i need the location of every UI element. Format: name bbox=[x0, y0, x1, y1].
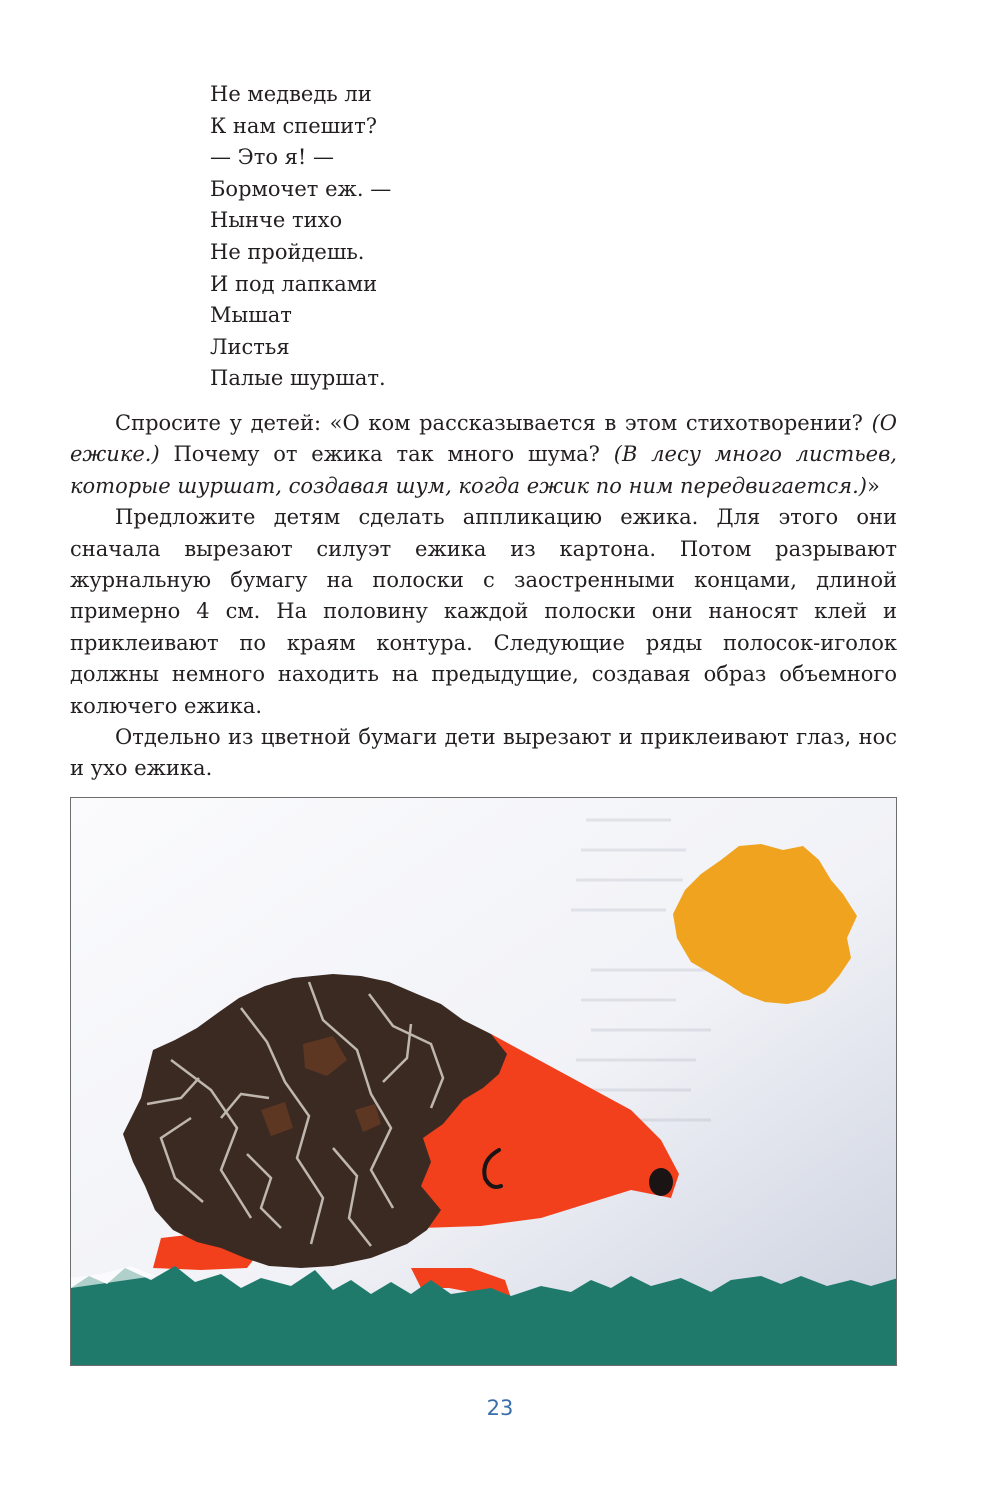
paragraph-instructions: Предложите детям сделать аппликацию ежика. Для этого они сначала вырезают силуэт ежика из картона. Потом разрывают журнальную бумагу на полоски с заостренными концами, длиной примерно 4 см. На половину каждой полоски они наносят клей и приклеивают по краям контура. Следующие ряды полосок-иголок должны немного находить на предыдущие, создавая образ объемного колючего ежика. bbox=[70, 505, 897, 718]
hedgehog-applique-illustration bbox=[70, 797, 897, 1366]
paragraph-question-text: Спросите у детей: «О ком рассказывается в этом стихотворении? bbox=[115, 411, 872, 435]
answer-italic: (В лесу много листьев, которые шуршат, создавая шум, когда ежик по ним передвигается.) bbox=[70, 442, 897, 498]
poem-line: Нынче тихо bbox=[210, 208, 343, 233]
page-number: 23 bbox=[486, 1396, 514, 1420]
poem-line: Палые шуршат. bbox=[210, 366, 386, 391]
poem-line: Листья bbox=[210, 334, 290, 359]
poem-line: — Это я! — bbox=[210, 145, 335, 170]
poem bbox=[210, 79, 391, 395]
poem-line: И под лапками bbox=[210, 271, 378, 296]
answer-italic: (О ежике.) bbox=[70, 411, 897, 467]
poem-line: К нам спешит? bbox=[210, 113, 378, 138]
poem-line: Не медведь ли bbox=[210, 82, 372, 106]
poem-line: Не пройдешь. bbox=[210, 239, 365, 264]
hedgehog-applique-drawing bbox=[71, 798, 897, 1366]
poem-line: Мышат bbox=[210, 303, 292, 328]
paragraph-details: Отдельно из цветной бумаги дети вырезают и приклеивают глаз, нос и ухо ежика. bbox=[70, 725, 897, 781]
hedgehog-nose bbox=[649, 1168, 673, 1196]
body-text bbox=[70, 408, 897, 785]
poem-line: Бормочет еж. — bbox=[210, 176, 392, 201]
paragraph-question bbox=[70, 408, 897, 502]
paragraph-question-text: Почему от ежика так много шума? bbox=[159, 442, 614, 467]
closing-quote: » bbox=[866, 473, 880, 498]
